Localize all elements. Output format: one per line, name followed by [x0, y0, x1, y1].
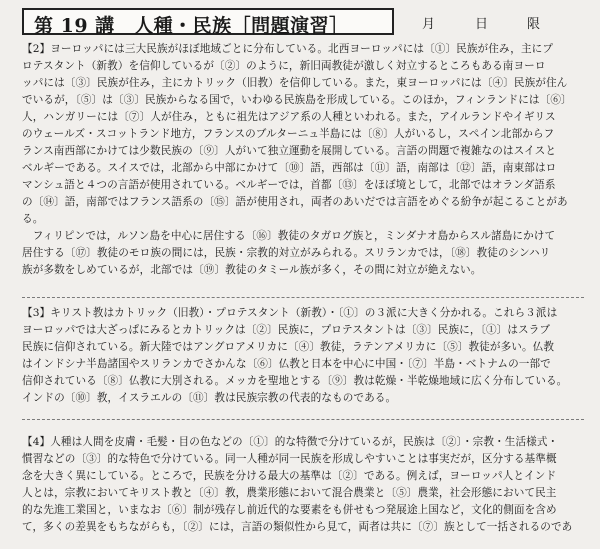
lesson-title-box: [22, 8, 394, 35]
section-2-line: ロテスタント（新教）を信仰しているが〔②〕のように，新旧両教徒が激しく対立するところもある南ヨーロ: [22, 60, 546, 72]
lesson-title: 第 19 講 人種・民族［問題演習］: [34, 15, 349, 37]
section-2-line: フィリピンでは，ルソン島を中心に居住する〔⑯〕教徒のタガログ族と，ミンダナオ島からスル諸島にかけて: [22, 230, 556, 242]
section-2-line: ランス南西部にかけては少数民族の〔⑨〕人がいて独立運動を展開している。言語の問題で複雑なのはスイスと: [22, 145, 557, 157]
period-label: 限: [527, 17, 541, 32]
section-3-line: はインドシナ半島諸国やスリランカでさかんな〔⑥〕仏教と日本を中心に中国・〔⑦〕半島・ベトナムの一部で: [22, 358, 551, 370]
section-4-line: て，多くの差異をもちながらも，〔②〕には，言語の類似性から見て，両者は共に〔⑦〕族として一括されるのであ: [22, 521, 573, 533]
section-4-line: 【4】人種は人間を皮膚・毛髪・目の色などの〔①〕的な特徴で分けているが，民族は〔②〕・宗教・生活様式・: [22, 436, 559, 448]
section-2-line: でいるが，〔⑤〕は〔③〕民族からなる国で，いわゆる民族島を形成している。このほか，フィンランドには〔⑥〕: [22, 94, 572, 106]
section-3-line: 民族に信仰されている。新大陸ではアングロアメリカに〔④〕教徒，ラテンアメリカに〔⑤〕教徒が多い。仏教: [22, 341, 555, 353]
section-4-line: 人とは，宗教においてキリスト教と〔④〕教，農業形態において混合農業と〔⑤〕農業，社会形態において民主: [22, 487, 557, 499]
section-2-line: る。: [22, 213, 44, 225]
section-2-line: ッパには〔③〕民族が住み，主にカトリック（旧教）を信仰している。また，東ヨーロッパには〔④〕民族が住ん: [22, 77, 568, 89]
section-2-line: 【2】ヨーロッパには三大民族がほぼ地域ごとに分布している。北西ヨーロッパには〔①〕民族が住み，主にプ: [22, 43, 554, 55]
section-4-line: 慣習などの〔③〕的な特色で分けている。同一人種が同一民族を形成しやすいことは事実だが，区分する基準概: [22, 453, 557, 465]
section-3-line: 【3】キリスト教はカトリック（旧教）・プロテスタント（新教）・〔①〕の３派に大きく分かれる。これら３派は: [22, 307, 558, 319]
section-2-line: の〔⑭〕語，南部ではフランス語系の〔⑮〕語が使用され，両者のあいだでは言語をめぐる紛争が起こることがあ: [22, 196, 568, 208]
section-2-line: 族が多数をしめているが，北部では〔⑲〕教徒のタミール族が多く，その間に対立が絶えない。: [22, 264, 482, 276]
section-3-line: ヨーロッパでは大ざっぱにみるとカトリックは〔②〕民族に，プロテスタントは〔③〕民族に，〔①〕はスラブ: [22, 324, 551, 336]
section-2-line: 居住する〔⑰〕教徒のモロ族の間には，民族・宗教的対立がみられる。スリランカでは，〔⑱〕教徒のシンハリ: [22, 247, 551, 259]
section-4-line: 念を大きく異にしている。ところで，民族を分ける最大の基準は〔②〕である。例えば，ヨーロッパ人とインド: [22, 470, 557, 482]
section-divider: [22, 297, 584, 298]
section-2-line: のウェールズ・スコットランド地方，フランスのブルターニュ半島には〔⑧〕人がいるし，スペイン北部からフ: [22, 128, 555, 140]
section-3-line: インドの〔⑩〕教，イスラエルの〔⑪〕教は民族宗教の代表的なものである。: [22, 392, 397, 404]
section-divider: [22, 419, 584, 420]
section-3-line: 信仰されている〔⑧〕仏教に大別される。メッカを聖地とする〔⑨〕教は乾燥・半乾燥地域に広く分布している。: [22, 375, 568, 387]
month-label: 月: [422, 17, 436, 32]
section-2-line: マンシュ語と４つの言語が使用されている。ベルギーでは，首都〔⑬〕をほぼ境として，北部ではオランダ語系: [22, 179, 556, 191]
section-2-line: 人，ハンガリーには〔⑦〕人が住み，ともに祖先はアジア系の人種といわれる。また，アイルランドやイギリス: [22, 111, 556, 123]
section-4-line: 的な先進工業国と，いまなお〔⑥〕制が残存し前近代的な要素をも併せもつ発展途上国など，文化的側面を含め: [22, 504, 557, 516]
day-label: 日: [475, 17, 489, 32]
section-2-line: ベルギーである。スイスでは，北部から中部にかけて〔⑩〕語，西部は〔⑪〕語，南部は〔⑫〕語，南東部はロ: [22, 162, 557, 174]
